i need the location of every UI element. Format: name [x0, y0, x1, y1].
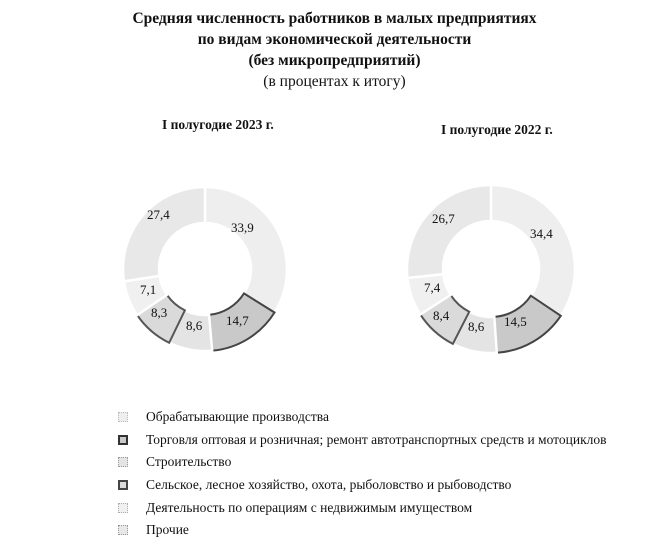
slice-value-label: 34,4 [530, 226, 553, 241]
slice-value-label: 8,6 [468, 319, 485, 334]
legend-item [118, 496, 607, 519]
slice-value-label: 7,4 [424, 280, 441, 295]
legend-label: Прочие [146, 522, 189, 538]
legend-item [118, 429, 607, 452]
chart-title-line-1: Средняя численность работников в малых предприятиях [132, 10, 537, 27]
legend-swatch [118, 457, 128, 467]
legend-swatch [118, 525, 128, 535]
slice-value-label: 7,1 [140, 282, 157, 297]
chart-subtitle: (в процентах к итогу) [263, 73, 406, 90]
chart-legend [118, 406, 607, 542]
legend-label: Обрабатывающие производства [146, 409, 329, 425]
donut-slice [407, 185, 491, 278]
slice-value-label: 14,7 [226, 313, 249, 328]
legend-item [118, 451, 607, 474]
legend-item [118, 519, 607, 542]
legend-label: Сельское, лесное хозяйство, охота, рыболовство и рыбоводство [146, 477, 512, 493]
chart-title-line-3: (без микропредприятий) [248, 52, 421, 69]
slice-value-label: 8,4 [433, 308, 450, 323]
chart-title-line-2: по видам экономической деятельности [197, 31, 472, 48]
legend-item [118, 406, 607, 429]
legend-item [118, 474, 607, 497]
slice-value-label: 33,9 [231, 220, 254, 235]
donut-2023-title: I полугодие 2023 г. [162, 117, 274, 132]
slice-value-label: 27,4 [147, 207, 170, 222]
slice-value-label: 26,7 [432, 211, 455, 226]
legend-swatch [118, 503, 128, 513]
legend-swatch [118, 480, 128, 490]
slice-value-label: 8,3 [151, 305, 168, 320]
slice-value-label: 8,6 [186, 318, 203, 333]
legend-swatch [118, 412, 128, 422]
slice-value-label: 14,5 [504, 314, 527, 329]
legend-swatch [118, 435, 128, 445]
donut-2022-title: I полугодие 2022 г. [441, 122, 553, 137]
legend-label: Деятельность по операциям с недвижимым имуществом [146, 499, 473, 515]
legend-label: Торговля оптовая и розничная; ремонт автотранспортных средств и мотоциклов [146, 431, 607, 447]
legend-label: Строительство [146, 454, 232, 470]
